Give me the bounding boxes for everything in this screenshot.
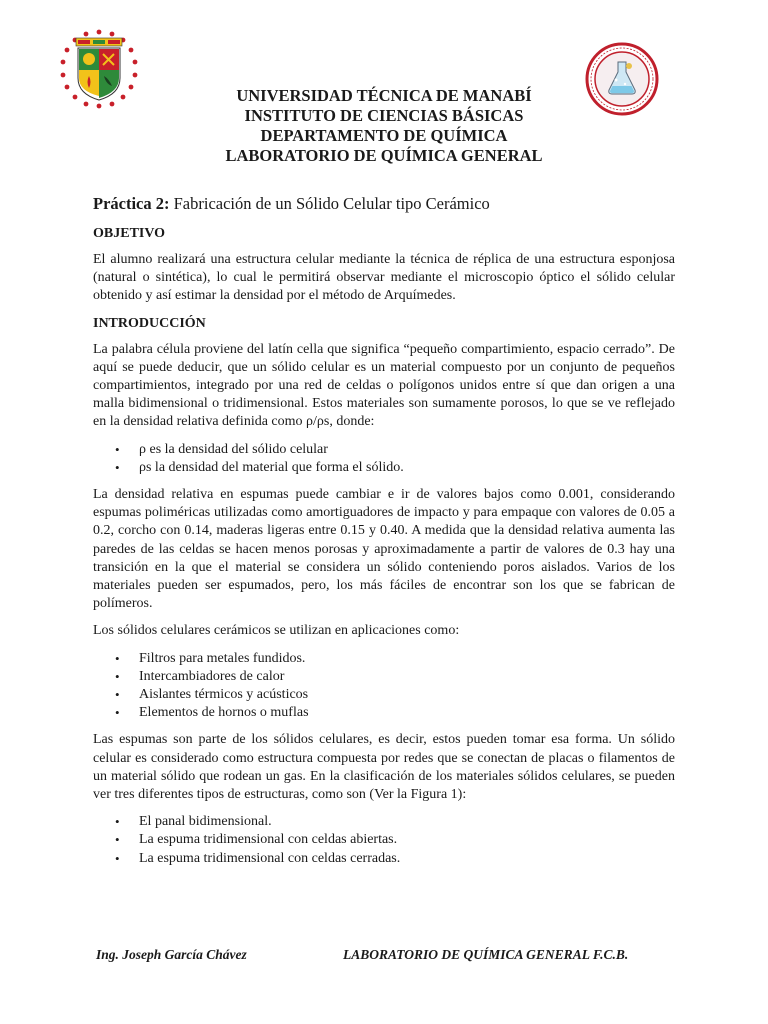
list-item: • La espuma tridimensional con celdas abiertas. <box>93 831 675 849</box>
bullet-icon: • <box>115 705 120 721</box>
practice-title <box>93 193 675 214</box>
introduction-paragraph-2: La densidad relativa en espumas puede cambiar e ir de valores bajos como 0.001, considerando espumas poliméricas utilizadas como amortiguadores de impacto y para empaque con valores de 0.05 a 0.2, corcho con 0.14, maderas ligeras entre 0.15 y 0.40. A medida que la densidad relativa aumenta las paredes de las celdas se hacen menos porosas y aproximadamente a partir de valores de 0.3 hay una transición en la que el material se considera un sólido conteniendo poros aislados. Varios de los materiales pueden ser espumados, pero, los más fáciles de encontrar son los que se fabrican de polímeros. <box>93 487 675 612</box>
objective-heading: OBJETIVO <box>93 226 166 241</box>
list-item: • La espuma tridimensional con celdas cerradas. <box>93 850 675 868</box>
list-item: • Elementos de hornos o muflas <box>93 704 675 722</box>
document-header <box>150 86 618 166</box>
bullet-icon: • <box>115 459 120 475</box>
bullet-icon: • <box>115 650 120 666</box>
density-list <box>93 441 675 477</box>
list-item: • Aislantes térmicos y acústicos <box>93 686 675 704</box>
introduction-paragraph-1: La palabra célula proviene del latín cella que significa “pequeño compartimiento, espacio cerrado”. De aquí se puede deducir, que un sólido celular es un material compuesto por un conjunto de pequeños compartimientos, integrado por una red de celdas o polígonos unidos entre sí que dan origen a una malla bidimensional o tridimensional. Estos materiales son sumamente porosos, lo que se ve reflejado en la densidad relativa definida como ρ/ρs, donde: <box>93 341 675 430</box>
header-institute: INSTITUTO DE CIENCIAS BÁSICAS <box>244 106 524 125</box>
footer-author: Ing. Joseph García Chávez <box>96 947 247 962</box>
bullet-icon: • <box>115 441 120 457</box>
introduction-heading: INTRODUCCIÓN <box>93 315 206 331</box>
bullet-icon: • <box>115 687 120 703</box>
bullet-icon: • <box>115 832 120 848</box>
list-item: • El panal bidimensional. <box>93 813 675 831</box>
structures-list <box>93 813 675 868</box>
bullet-icon: • <box>115 850 120 866</box>
header-university: UNIVERSIDAD TÉCNICA DE MANABÍ <box>236 86 532 105</box>
list-item: • Filtros para metales fundidos. <box>93 650 675 668</box>
footer-lab: LABORATORIO DE QUÍMICA GENERAL F.C.B. <box>343 947 629 962</box>
introduction-paragraph-4: Las espumas son parte de los sólidos celulares, es decir, estos pueden tomar esa forma. Un sólido celular es considerado como estructura compuesta por redes que se conectan de placas o filamentos de un material sólido que rodean un gas. En la clasificación de los materiales sólidos celulares, se pueden ver tres diferentes tipos de estructuras, como son (Ver la Figura 1): <box>93 732 675 803</box>
list-item: • ρ es la densidad del sólido celular <box>93 441 675 459</box>
practice-label: Práctica 2: <box>93 194 170 213</box>
bullet-icon: • <box>115 814 120 830</box>
header-laboratory: LABORATORIO DE QUÍMICA GENERAL <box>225 146 543 165</box>
practice-name: Fabricación de un Sólido Celular tipo Cerámico <box>169 194 490 213</box>
list-item: • Intercambiadores de calor <box>93 668 675 686</box>
list-item: • ρs la densidad del material que forma el sólido. <box>93 459 675 477</box>
document-body <box>93 193 675 877</box>
applications-list <box>93 650 675 723</box>
introduction-paragraph-3: Los sólidos celulares cerámicos se utilizan en aplicaciones como: <box>93 623 460 639</box>
objective-text: El alumno realizará una estructura celular mediante la técnica de réplica de una estructura esponjosa (natural o sintética), lo cual le permitirá observar mediante el microscopio óptico el sólido celular obtenido y así estimar la densidad por el método de Arquímedes. <box>93 252 675 304</box>
header-department: DEPARTAMENTO DE QUÍMICA <box>260 126 508 145</box>
university-crest-logo <box>56 26 142 112</box>
bullet-icon: • <box>115 668 120 684</box>
